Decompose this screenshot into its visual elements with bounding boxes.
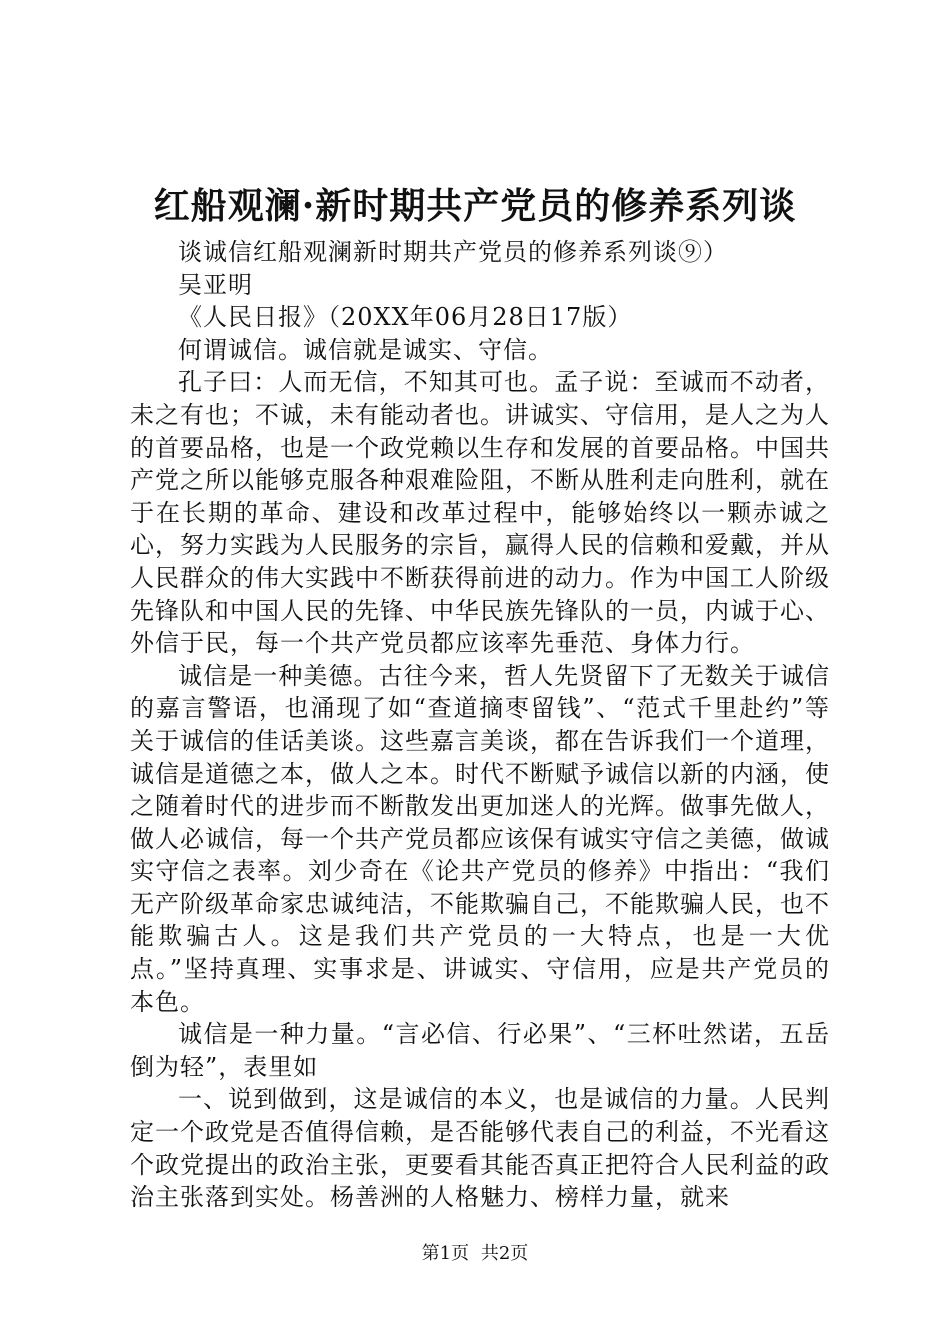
page-footer xyxy=(0,1242,950,1266)
paragraph: 孔子曰：人而无信，不知其可也。孟子说：至诚而不动者，未之有也；不诚，未有能动者也。讲诚实、守信用，是人之为人的首要品格，也是一个政党赖以生存和发展的首要品格。中国共产党之所以能够克服各种艰难险阻，不断从胜利走向胜利，就在于在长期的革命、建设和改革过程中，能够始终以一颗赤诚之心，努力实践为人民服务的宗旨，赢得人民的信赖和爱戴，并从人民群众的伟大实践中不断获得前进的动力。作为中国工人阶级先锋队和中国人民的先锋、中华民族先锋队的一员，内诚于心、外信于民，每一个共产党员都应该率先垂范、身体力行。 xyxy=(130,368,830,658)
page-number: 第1页 xyxy=(421,1243,470,1264)
page-total: 共2页 xyxy=(480,1243,529,1264)
document-title: 红船观澜·新时期共产党员的修养系列谈 xyxy=(153,185,797,227)
source-line: 《人民日报》（20XX年06月28日17版） xyxy=(178,303,633,332)
paragraph: 一、说到做到，这是诚信的本义，也是诚信的力量。人民判定一个政党是否值得信赖，是否能够代表自己的利益，不光看这个政党提出的政治主张，更要看其能否真正把符合人民利益的政治主张落到实处。杨善洲的人格魅力、榜样力量，就来 xyxy=(130,1085,830,1212)
paragraph: 何谓诚信。诚信就是诚实、守信。 xyxy=(178,335,553,364)
author-line: 吴亚明 xyxy=(178,270,253,299)
paragraph: 诚信是一种美德。古往今来，哲人先贤留下了无数关于诚信的嘉言警语，也涌现了如“查道摘枣留钱”、“范式千里赴约”等关于诚信的佳话美谈。这些嘉言美谈，都在告诉我们一个道理，诚信是道德之本，做人之本。时代不断赋予诚信以新的内涵，使之随着时代的进步而不断散发出更加迷人的光辉。做事先做人，做人必诚信，每一个共产党员都应该保有诚实守信之美德，做诚实守信之表率。刘少奇在《论共产党员的修养》中指出：“我们无产阶级革命家忠诚纯洁，不能欺骗自己，不能欺骗人民，也不能欺骗古人。这是我们共产党员的一大特点，也是一大优点。”坚持真理、实事求是、讲诚实、守信用，应是共产党员的本色。 xyxy=(130,661,830,1016)
subtitle-line: 谈诚信红船观澜新时期共产党员的修养系列谈⑨） xyxy=(178,238,728,266)
document-body xyxy=(130,236,830,1214)
paragraph: 诚信是一种力量。“言必信、行必果”、“三杯吐然诺，五岳倒为轻”，表里如 xyxy=(130,1020,830,1081)
